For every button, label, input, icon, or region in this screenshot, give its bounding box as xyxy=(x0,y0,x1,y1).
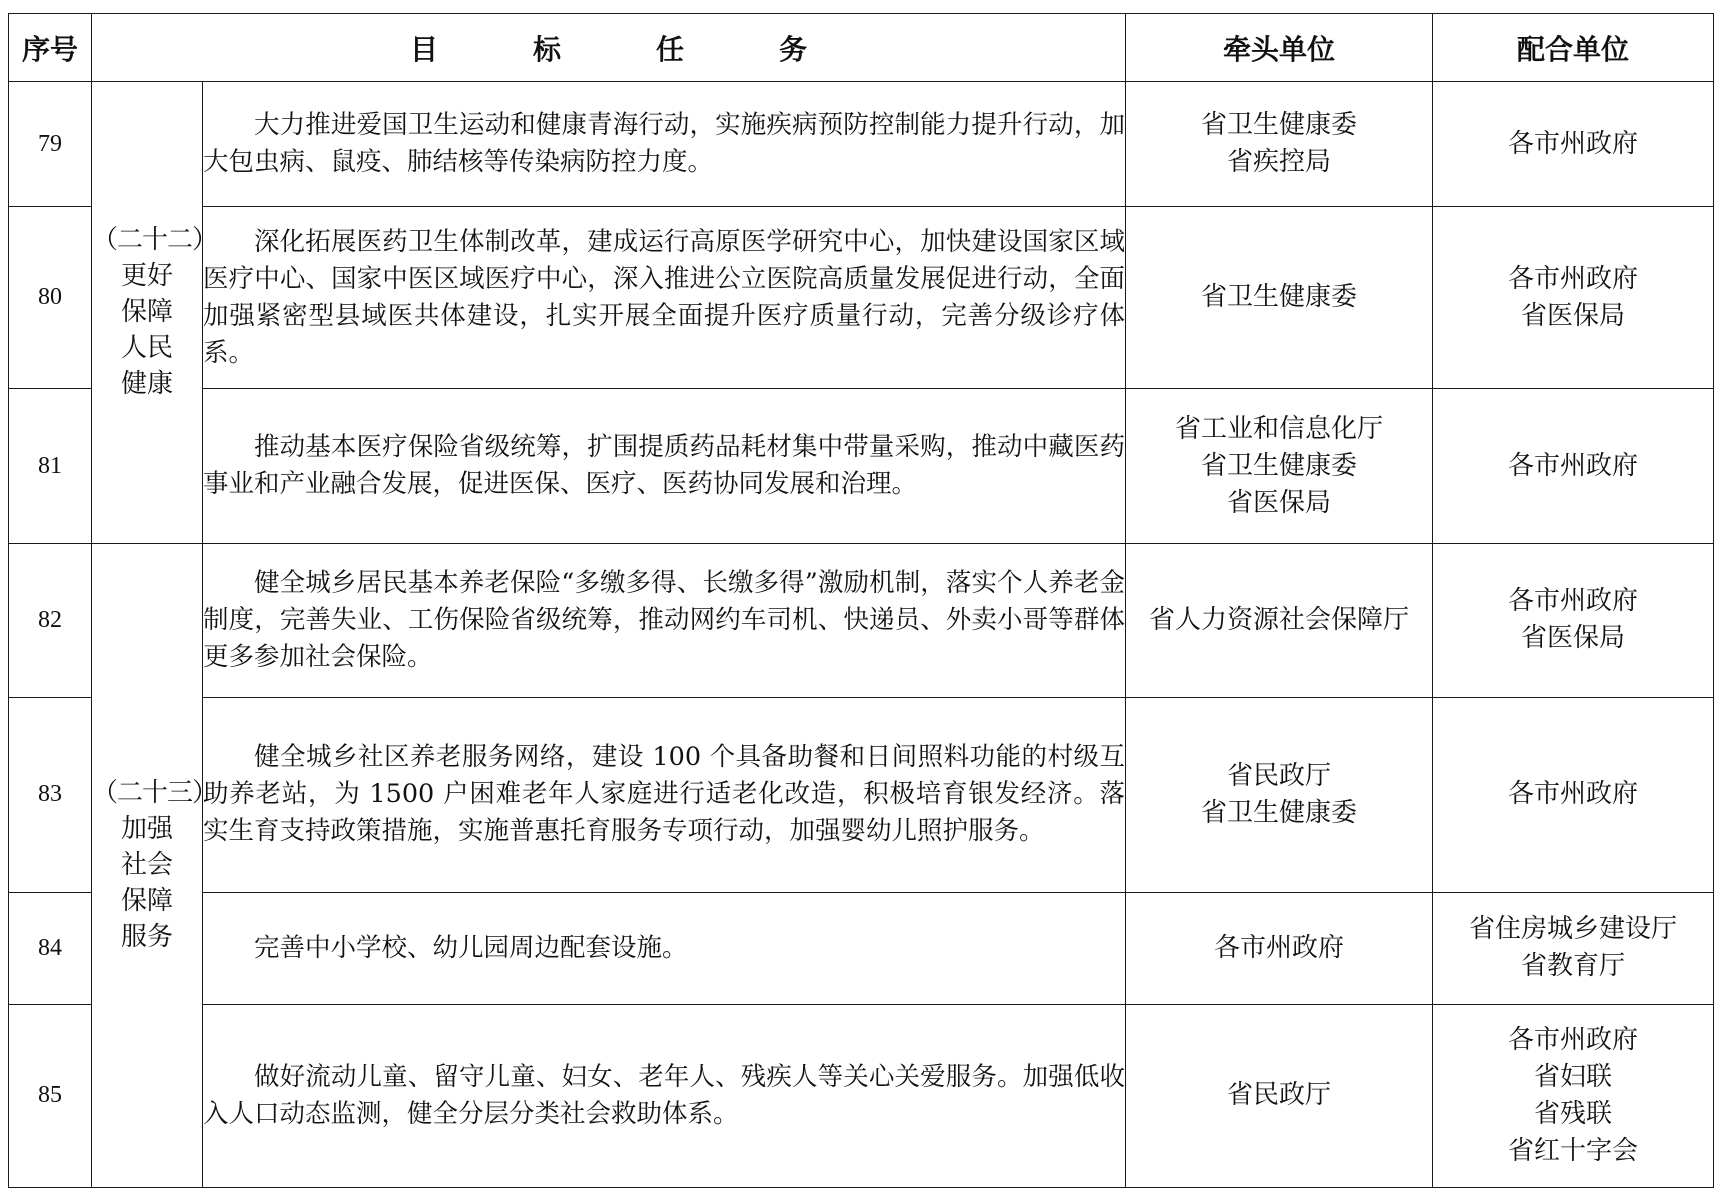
coop-unit: 省医保局 xyxy=(1520,300,1625,331)
table-row xyxy=(9,543,1714,697)
table-row xyxy=(9,389,1714,544)
header-task-char: 目 xyxy=(409,32,438,66)
category-line: 保障 xyxy=(120,297,173,328)
table-row xyxy=(9,697,1714,892)
coop-unit-cell xyxy=(1433,697,1714,892)
category-line: 加强 xyxy=(120,814,173,845)
coop-unit: 省妇联 xyxy=(1533,1061,1612,1092)
header-task xyxy=(92,14,1126,82)
task-text: 深化拓展医药卫生体制改革，建成运行高原医学研究中心，加快建设国家区域医疗中心、国家中医区域医疗中心，深入推进公立医院高质量发展促进行动，全面加强紧密型县域医共体建设，扎实开展全面提升医疗质量行动，完善分级诊疗体系。 xyxy=(203,207,1126,389)
header-lead: 牵头单位 xyxy=(1126,14,1433,82)
row-number: 81 xyxy=(9,389,92,544)
coop-unit: 各市州政府 xyxy=(1507,1024,1638,1055)
category-cell xyxy=(92,543,218,1187)
lead-unit: 各市州政府 xyxy=(1213,932,1344,963)
table-row xyxy=(9,892,1714,1004)
coop-unit: 各市州政府 xyxy=(1507,450,1638,481)
lead-unit-cell xyxy=(1126,892,1433,1004)
lead-unit-cell xyxy=(1126,207,1433,389)
lead-unit: 省卫生健康委 xyxy=(1200,282,1357,313)
coop-unit-cell xyxy=(1433,892,1714,1004)
coop-unit: 省医保局 xyxy=(1520,623,1625,654)
lead-unit: 省卫生健康委 xyxy=(1200,797,1357,828)
coop-unit-cell xyxy=(1433,543,1714,697)
lead-unit: 省民政厅 xyxy=(1226,1080,1331,1111)
row-number: 82 xyxy=(9,543,92,697)
row-number: 85 xyxy=(9,1004,92,1187)
coop-unit: 省红十字会 xyxy=(1507,1135,1638,1166)
category-line: 服务 xyxy=(120,922,173,953)
category-line: 健康 xyxy=(120,369,173,400)
task-text: 健全城乡社区养老服务网络，建设 100 个具备助餐和日间照料功能的村级互助养老站，为 1500 户困难老年人家庭进行适老化改造，积极培育银发经济。落实生育支持政策措施，实施普惠托育服务专项行动，加强婴幼儿照护服务。 xyxy=(203,697,1126,892)
lead-unit-cell xyxy=(1126,697,1433,892)
lead-unit-cell xyxy=(1126,389,1433,544)
table-row xyxy=(9,207,1714,389)
coop-unit-cell xyxy=(1433,207,1714,389)
lead-unit: 省卫生健康委 xyxy=(1200,110,1357,141)
task-text: 完善中小学校、幼儿园周边配套设施。 xyxy=(203,892,1126,1004)
task-text: 大力推进爱国卫生运动和健康青海行动，实施疾病预防控制能力提升行动，加大包虫病、鼠疫、肺结核等传染病防控力度。 xyxy=(203,82,1126,207)
row-number: 80 xyxy=(9,207,92,389)
coop-unit: 省教育厅 xyxy=(1520,951,1625,982)
task-text: 推动基本医疗保险省级统筹，扩围提质药品耗材集中带量采购，推动中藏医药事业和产业融合发展，促进医保、医疗、医药协同发展和治理。 xyxy=(203,389,1126,544)
coop-unit: 省残联 xyxy=(1533,1098,1612,1129)
category-number: （二十二） xyxy=(92,225,218,256)
coop-unit-cell xyxy=(1433,389,1714,544)
header-task-char: 任 xyxy=(656,32,685,66)
lead-unit-cell xyxy=(1126,543,1433,697)
coop-unit: 省住房城乡建设厅 xyxy=(1468,914,1677,945)
category-line: 社会 xyxy=(120,850,173,881)
header-task-char: 务 xyxy=(779,32,808,66)
row-number: 83 xyxy=(9,697,92,892)
lead-unit: 省医保局 xyxy=(1226,487,1331,518)
lead-unit: 省民政厅 xyxy=(1226,760,1331,791)
coop-unit-cell xyxy=(1433,1004,1714,1187)
task-table xyxy=(8,13,1714,1188)
header-row xyxy=(9,14,1714,82)
row-number: 84 xyxy=(9,892,92,1004)
coop-unit: 各市州政府 xyxy=(1507,263,1638,294)
category-line: 更好 xyxy=(120,261,173,292)
lead-unit: 省工业和信息化厅 xyxy=(1174,413,1383,444)
lead-unit: 省人力资源社会保障厅 xyxy=(1148,604,1409,635)
task-text: 健全城乡居民基本养老保险“多缴多得、长缴多得”激励机制，落实个人养老金制度，完善失业、工伤保险省级统筹，推动网约车司机、快递员、外卖小哥等群体更多参加社会保险。 xyxy=(203,543,1126,697)
coop-unit: 各市州政府 xyxy=(1507,128,1638,159)
lead-unit: 省卫生健康委 xyxy=(1200,450,1357,481)
row-number: 79 xyxy=(9,82,92,207)
category-number: （二十三） xyxy=(92,778,218,809)
category-line: 人民 xyxy=(120,333,173,364)
category-line: 保障 xyxy=(120,886,173,917)
lead-unit-cell xyxy=(1126,1004,1433,1187)
task-text: 做好流动儿童、留守儿童、妇女、老年人、残疾人等关心关爱服务。加强低收入人口动态监测，健全分层分类社会救助体系。 xyxy=(203,1004,1126,1187)
header-no: 序号 xyxy=(9,14,92,82)
coop-unit: 各市州政府 xyxy=(1507,779,1638,810)
coop-unit-cell xyxy=(1433,82,1714,207)
lead-unit-cell xyxy=(1126,82,1433,207)
category-cell xyxy=(92,82,218,544)
header-coop: 配合单位 xyxy=(1433,14,1714,82)
table-row xyxy=(9,82,1714,207)
lead-unit: 省疾控局 xyxy=(1226,147,1331,178)
table-row xyxy=(9,1004,1714,1187)
coop-unit: 各市州政府 xyxy=(1507,586,1638,617)
header-task-char: 标 xyxy=(532,32,561,66)
